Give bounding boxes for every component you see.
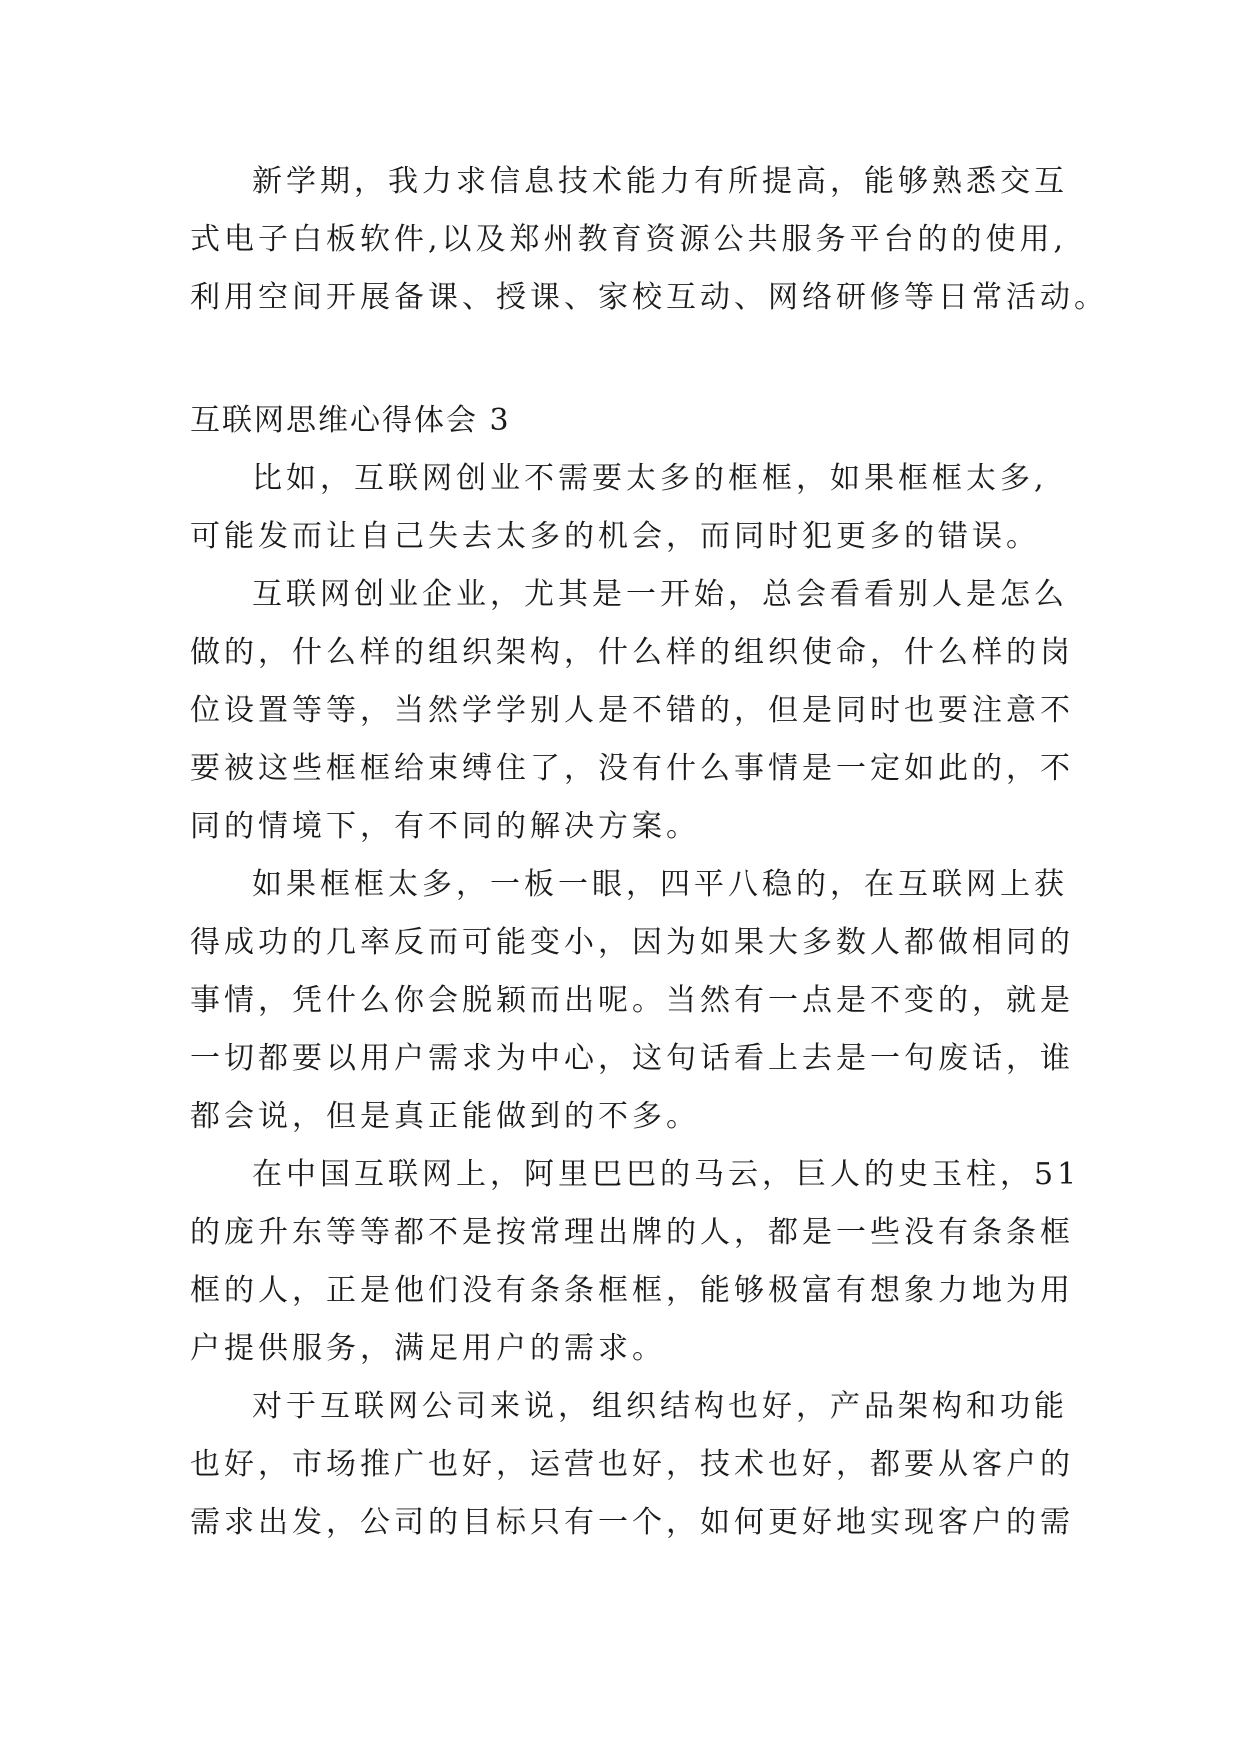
paragraph-line: 同的情境下，有不同的解决方案。	[190, 809, 700, 844]
paragraph-line: 式电子白板软件,以及郑州教育资源公共服务平台的的使用,	[190, 222, 1068, 257]
paragraph-line: 利用空间开展备课、授课、家校互动、网络研修等日常活动。	[190, 280, 1108, 315]
paragraph-line: 如果框框太多，一板一眼，四平八稳的，在互联网上获	[252, 867, 1068, 902]
paragraph-line: 位设置等等，当然学学别人是不错的，但是同时也要注意不	[190, 693, 1074, 728]
paragraph-line: 可能发而让自己失去太多的机会，而同时犯更多的错误。	[190, 519, 1040, 554]
paragraph-line: 需求出发，公司的目标只有一个，如何更好地实现客户的需	[190, 1505, 1074, 1540]
paragraph-line: 都会说，但是真正能做到的不多。	[190, 1099, 700, 1134]
paragraph-line: 要被这些框框给束缚住了，没有什么事情是一定如此的，不	[190, 751, 1074, 786]
paragraph-line: 互联网创业企业，尤其是一开始，总会看看别人是怎么	[252, 577, 1068, 612]
paragraph-line: 新学期，我力求信息技术能力有所提高，能够熟悉交互	[252, 164, 1068, 199]
paragraph-line: 得成功的几率反而可能变小，因为如果大多数人都做相同的	[190, 925, 1074, 960]
paragraph-line: 比如，互联网创业不需要太多的框框，如果框框太多,	[252, 461, 1048, 496]
paragraph-line: 框的人，正是他们没有条条框框，能够极富有想象力地为用	[190, 1273, 1074, 1308]
paragraph-line: 做的，什么样的组织架构，什么样的组织使命，什么样的岗	[190, 635, 1074, 670]
paragraph-line: 在中国互联网上，阿里巴巴的马云，巨人的史玉柱，51	[252, 1157, 1081, 1192]
paragraph-line: 也好，市场推广也好，运营也好，技术也好，都要从客户的	[190, 1447, 1074, 1482]
paragraph-line: 户提供服务，满足用户的需求。	[190, 1331, 666, 1366]
paragraph-line: 事情，凭什么你会脱颖而出呢。当然有一点是不变的，就是	[190, 983, 1074, 1018]
paragraph-line: 一切都要以用户需求为中心，这句话看上去是一句废话，谁	[190, 1041, 1074, 1076]
paragraph-line: 的庞升东等等都不是按常理出牌的人，都是一些没有条条框	[190, 1215, 1074, 1250]
section-heading: 互联网思维心得体会 3	[190, 403, 511, 438]
paragraph-line: 对于互联网公司来说，组织结构也好，产品架构和功能	[252, 1389, 1068, 1424]
